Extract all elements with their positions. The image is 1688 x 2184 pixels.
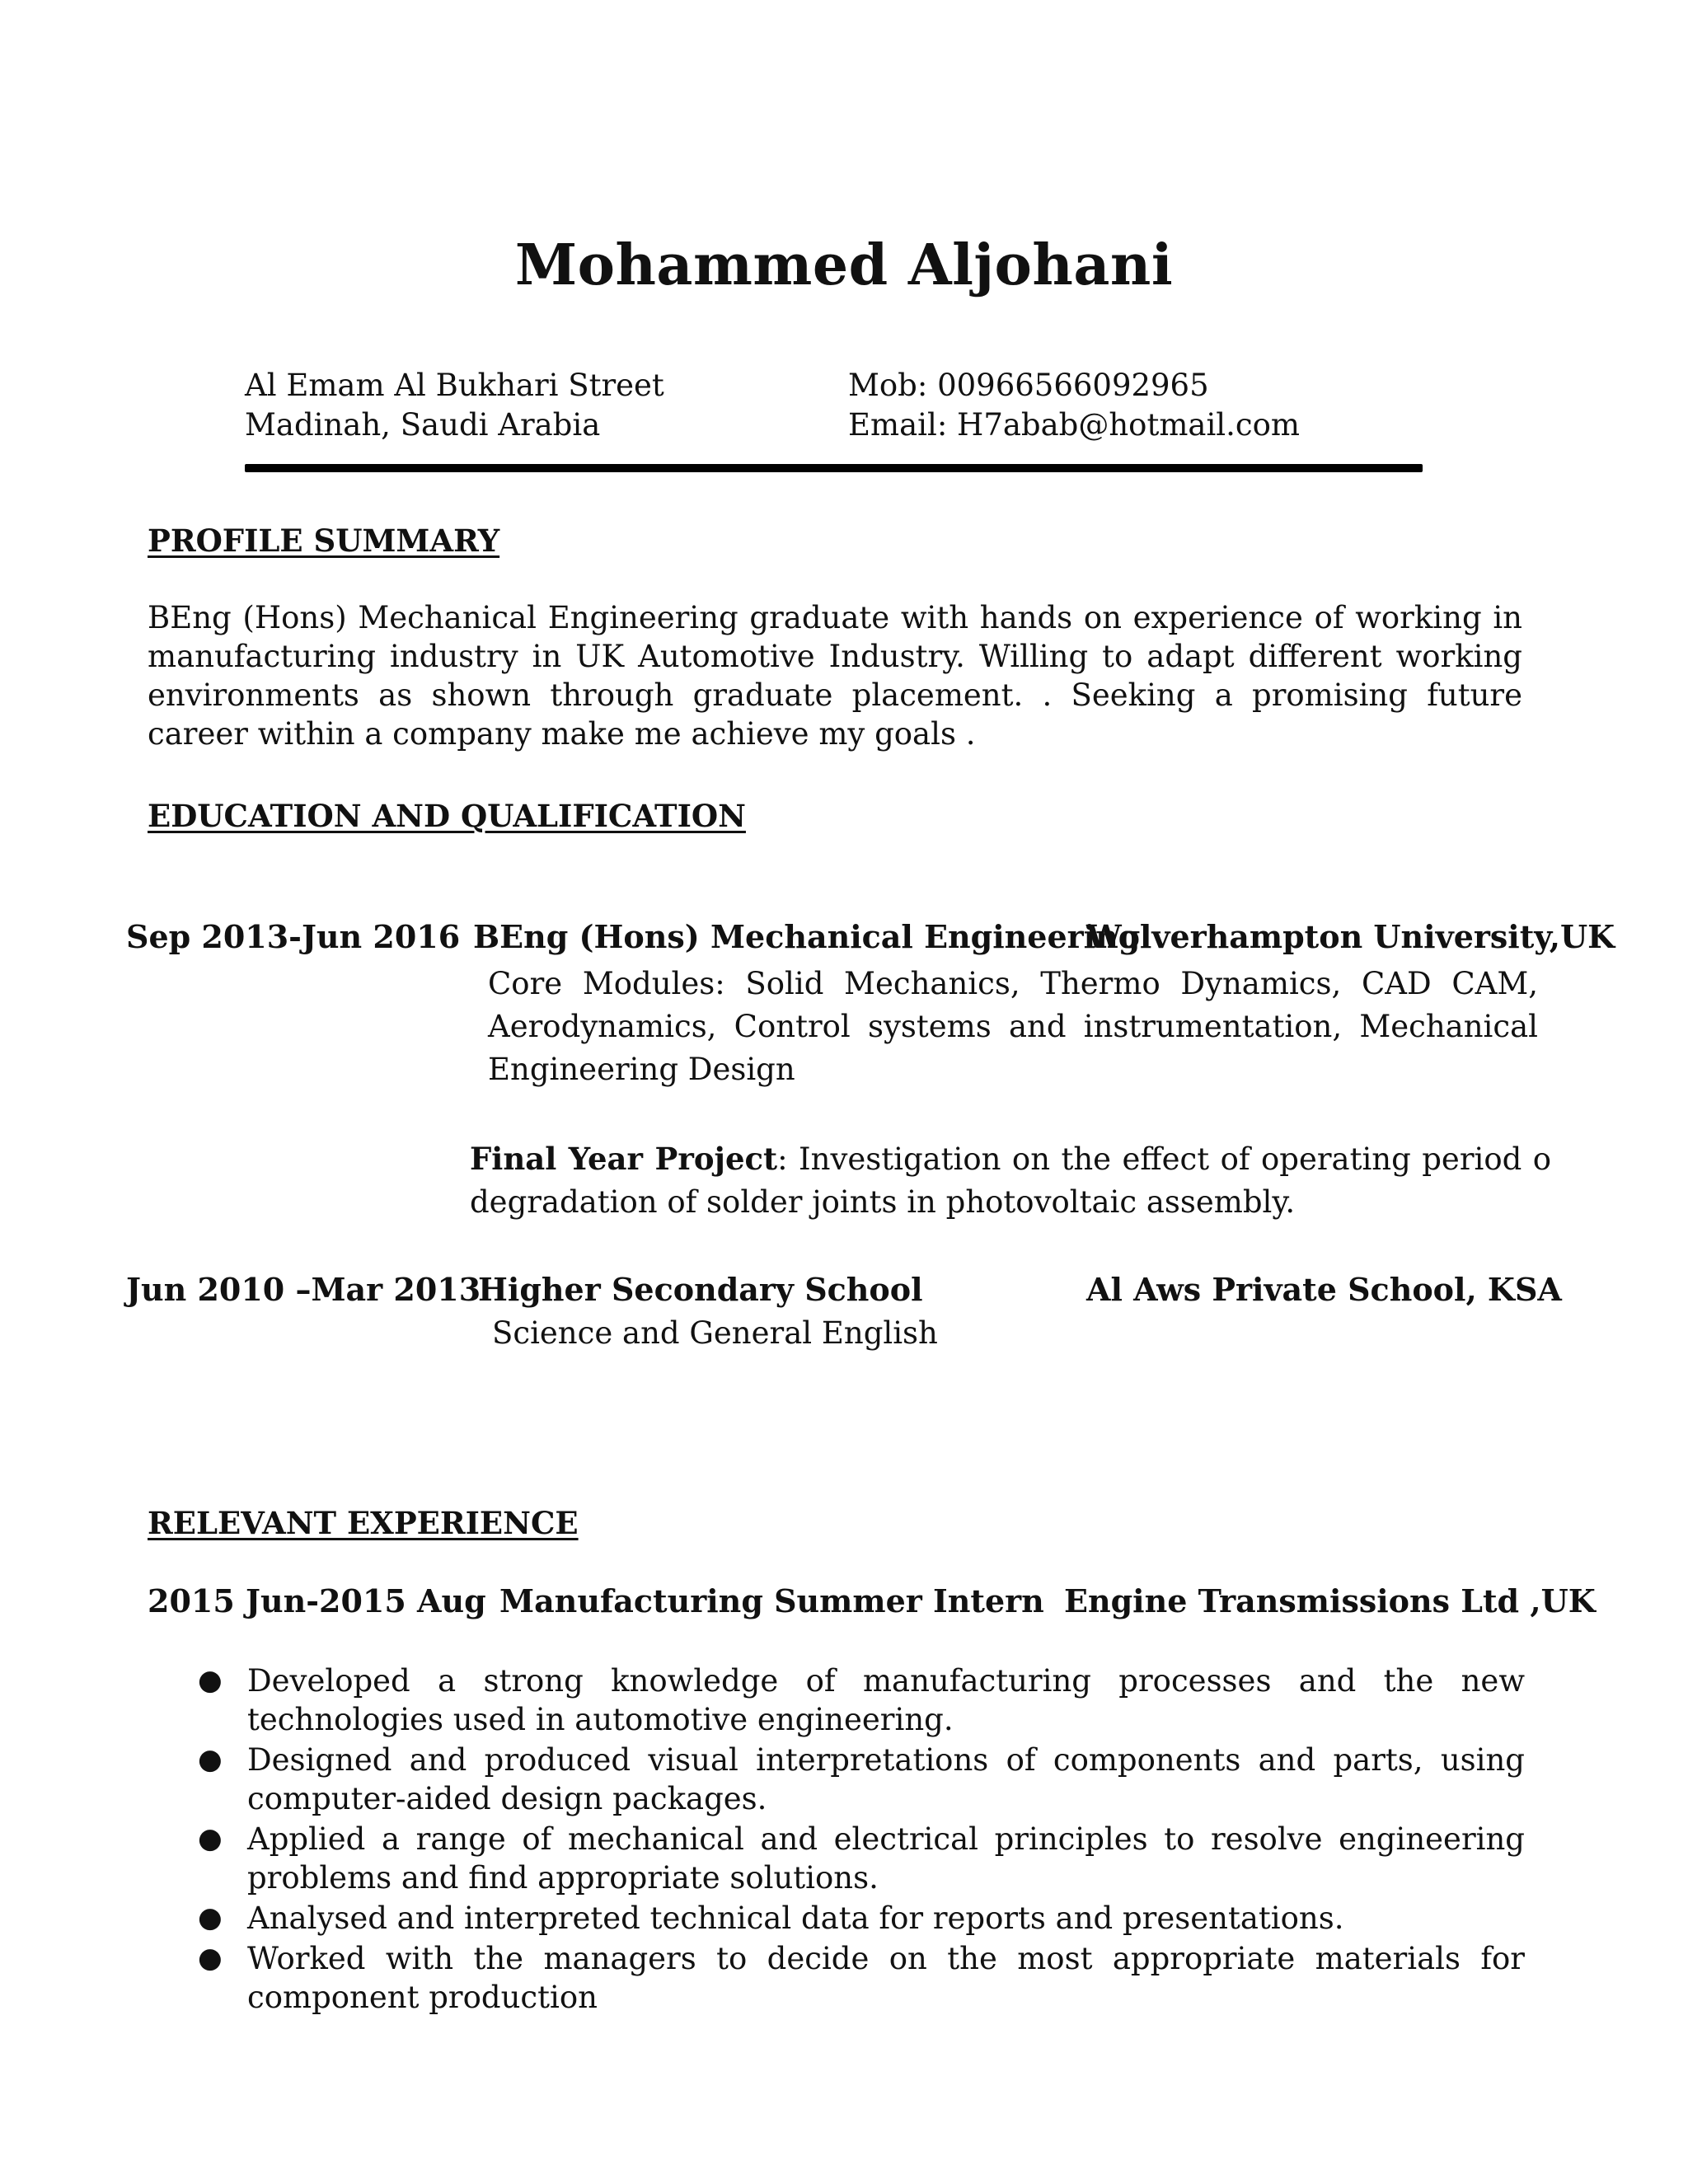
mobile-number: Mob: 00966566092965	[848, 368, 1209, 403]
email-address[interactable]: Email: H7abab@hotmail.com	[848, 407, 1300, 443]
list-item: ● Worked with the managers to decide on the most appropriate materials for component production	[198, 1941, 1525, 2015]
bullet-icon: ●	[198, 1822, 223, 1855]
education-subjects-2: Science and General English	[492, 1315, 938, 1351]
experience-company: Engine Transmissions Ltd ,UK	[1064, 1582, 1596, 1619]
bullet-icon: ●	[198, 1664, 223, 1697]
education-institution-2: Al Aws Private School, KSA	[1086, 1271, 1562, 1308]
education-title-1: BEng (Hons) Mechanical Engineering	[473, 918, 1141, 955]
final-year-project-label: Final Year Project	[470, 1141, 778, 1177]
list-item: ● Applied a range of mechanical and electrical principles to resolve engineering problems and find appropriate solutions.	[198, 1821, 1525, 1896]
bullet-icon: ●	[198, 1942, 223, 1975]
experience-role: Manufacturing Summer Intern	[499, 1582, 1044, 1619]
bullet-icon: ●	[198, 1901, 223, 1934]
experience-dates: 2015 Jun-2015 Aug	[148, 1582, 486, 1619]
final-year-project	[470, 1137, 1551, 1224]
list-item: ● Designed and produced visual interpretations of components and parts, using computer-aided design packages.	[198, 1742, 1525, 1816]
education-modules-1: Core Modules: Solid Mechanics, Thermo Dynamics, CAD CAM, Aerodynamics, Control systems and instrumentation, Mechanical Engineering Design	[488, 966, 1538, 1087]
address-line-1: Al Emam Al Bukhari Street	[245, 368, 664, 403]
education-dates-1: Sep 2013-Jun 2016	[126, 918, 461, 955]
experience-heading: RELEVANT EXPERIENCE	[148, 1505, 579, 1541]
address-block	[245, 366, 664, 445]
education-dates-2: Jun 2010 –Mar 2013	[126, 1271, 481, 1308]
address-line-2: Madinah, Saudi Arabia	[245, 407, 601, 443]
profile-summary-heading: PROFILE SUMMARY	[148, 523, 500, 559]
candidate-name: Mohammed Aljohani	[514, 232, 1174, 298]
experience-bullet-list	[198, 1661, 1525, 2018]
education-heading: EDUCATION AND QUALIFICATION	[148, 798, 746, 834]
list-item: ● Developed a strong knowledge of manufacturing processes and the new technologies used in automotive engineering.	[198, 1663, 1525, 1737]
bullet-icon: ●	[198, 1743, 223, 1776]
list-item: ● Analysed and interpreted technical data for reports and presentations.	[198, 1900, 1344, 1936]
education-title-2: Higher Secondary School	[478, 1271, 923, 1308]
profile-summary-text: BEng (Hons) Mechanical Engineering graduate with hands on experience of working in manufacturing industry in UK Automotive Industry. Willing to adapt different working environments as shown through graduate placement. . Seeking a promising future career within a company make me achieve my goals .	[148, 600, 1522, 752]
header-divider	[245, 464, 1423, 472]
education-institution-1: Wolverhampton University,UK	[1086, 918, 1615, 955]
contact-block	[848, 366, 1300, 445]
final-year-project-text: : Investigation on the effect of operating period o degradation of solder joints in photovoltaic assembly.	[470, 1141, 1552, 1220]
